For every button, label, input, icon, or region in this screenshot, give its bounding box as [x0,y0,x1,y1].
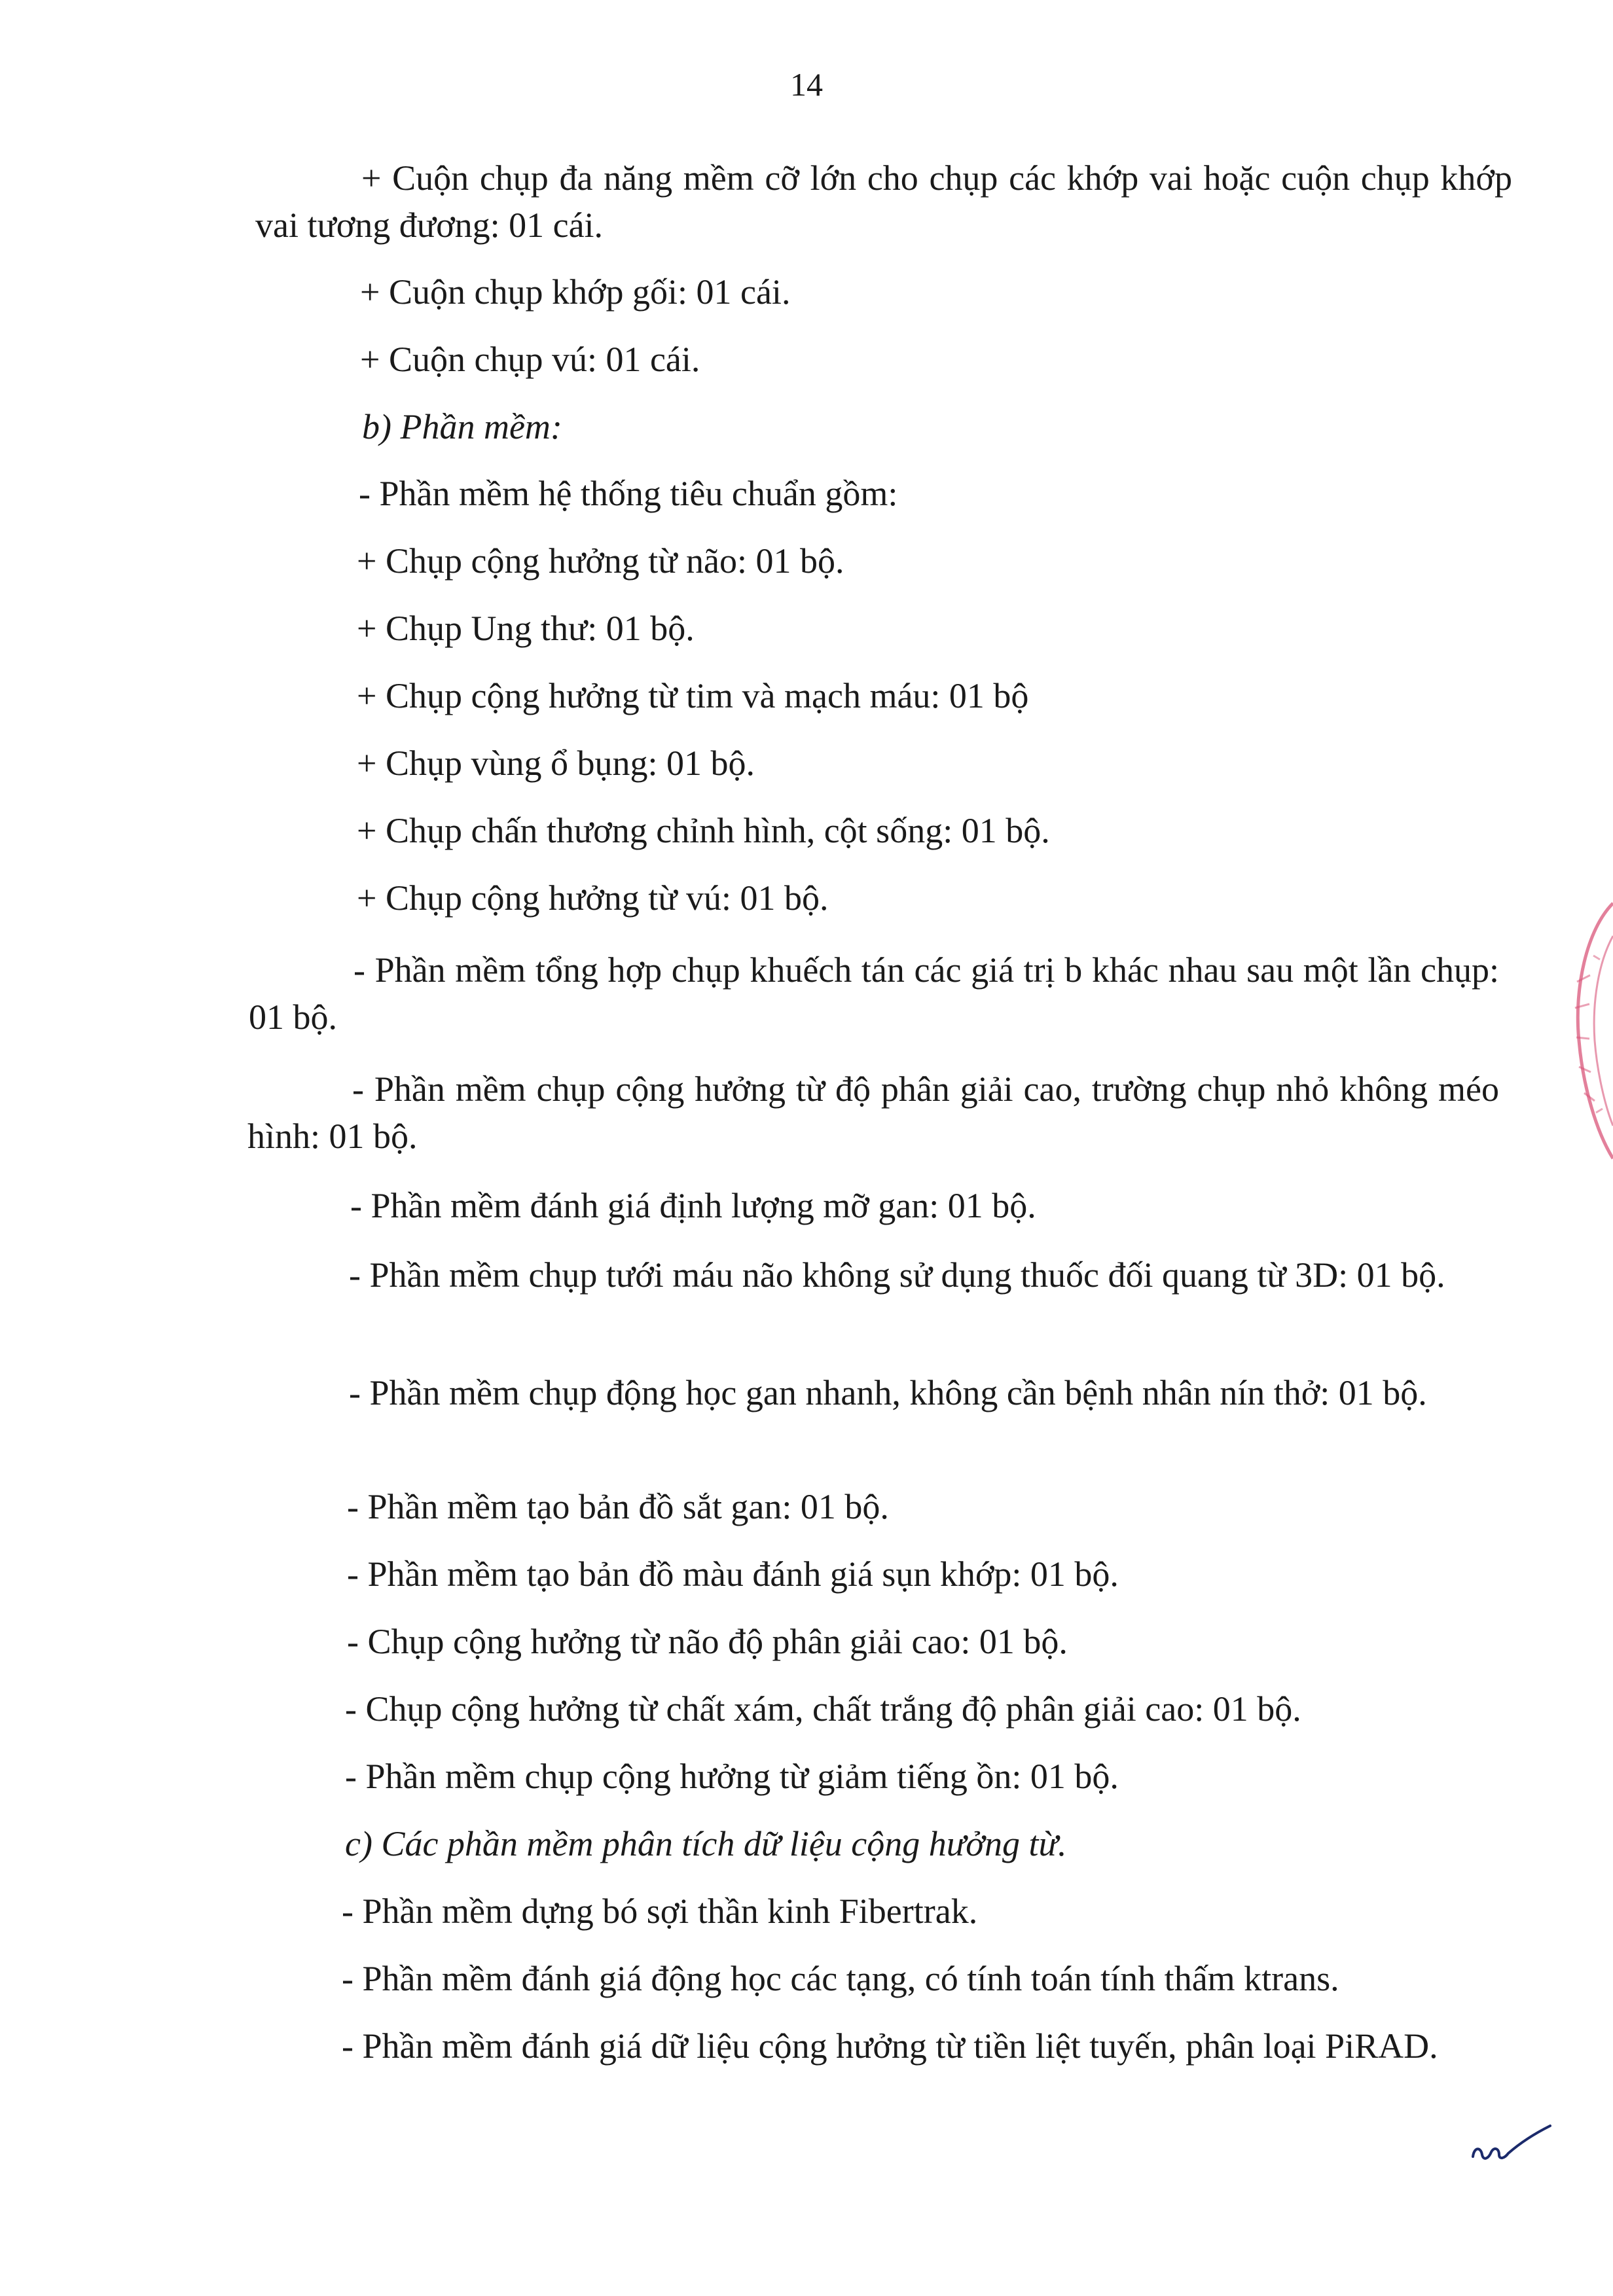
list-item: + Chụp cộng hưởng từ tim và mạch máu: 01 bộ [357,676,1029,715]
paragraph-liver-iron: - Phần mềm tạo bản đồ sắt gan: 01 bộ. [347,1487,889,1526]
paragraph-high-resolution: - Phần mềm chụp cộng hưởng từ độ phân giải cao, trường chụp nhỏ không méo hình: 01 bộ. [247,1069,1499,1156]
section-heading-analysis: c) Các phần mềm phân tích dữ liệu cộng hưởng từ. [345,1824,1067,1863]
paragraph-liver-dynamics: - Phần mềm chụp động học gan nhanh, không cần bệnh nhân nín thở: 01 bộ. [349,1373,1427,1412]
paragraph-brain-perfusion: - Phần mềm chụp tưới máu não không sử dụng thuốc đối quang từ 3D: 01 bộ. [349,1255,1445,1295]
paragraph-fibertrak: - Phần mềm dựng bó sợi thần kinh Fibertrak. [342,1892,978,1931]
paragraph-noise-reduction: - Phần mềm chụp cộng hưởng từ giảm tiếng ồn: 01 bộ. [345,1757,1119,1796]
paragraph-breast-coil: + Cuộn chụp vú: 01 cái. [360,340,700,379]
paragraph-pirad: - Phần mềm đánh giá dữ liệu cộng hưởng từ tiền liệt tuyến, phân loại PiRAD. [342,2026,1438,2066]
paragraph-knee-coil: + Cuộn chụp khớp gối: 01 cái. [360,272,791,312]
list-item: + Chụp cộng hưởng từ não: 01 bộ. [357,541,844,581]
signature-initials [1466,2121,1558,2173]
paragraph-cartilage-map: - Phần mềm tạo bản đồ màu đánh giá sụn khớp: 01 bộ. [347,1554,1119,1594]
list-item: + Chụp Ung thư: 01 bộ. [357,609,695,648]
paragraph-brain-high-res: - Chụp cộng hưởng từ não độ phân giải cao: 01 bộ. [347,1622,1068,1661]
stamp-seal [1567,877,1613,1178]
paragraph-ktrans: - Phần mềm đánh giá động học các tạng, có tính toán tính thấm ktrans. [342,1959,1339,1998]
paragraph-liver-fat: - Phần mềm đánh giá định lượng mỡ gan: 01 bộ. [350,1186,1036,1225]
section-heading-software: b) Phần mềm: [362,407,562,446]
paragraph-gray-white-matter: - Chụp cộng hưởng từ chất xám, chất trắng độ phân giải cao: 01 bộ. [345,1689,1301,1729]
paragraph-shoulder-coil: + Cuộn chụp đa năng mềm cỡ lớn cho chụp các khớp vai hoặc cuộn chụp khớp vai tương đương: 01 cái. [255,158,1512,245]
list-item: + Chụp cộng hưởng từ vú: 01 bộ. [357,878,829,918]
list-item: + Chụp vùng ổ bụng: 01 bộ. [357,744,755,783]
paragraph-standard-software: - Phần mềm hệ thống tiêu chuẩn gồm: [359,474,898,513]
paragraph-diffusion: - Phần mềm tổng hợp chụp khuếch tán các giá trị b khác nhau sau một lần chụp: 01 bộ. [249,950,1499,1037]
page-number: 14 [790,66,823,103]
list-item: + Chụp chấn thương chỉnh hình, cột sống: 01 bộ. [357,811,1050,850]
